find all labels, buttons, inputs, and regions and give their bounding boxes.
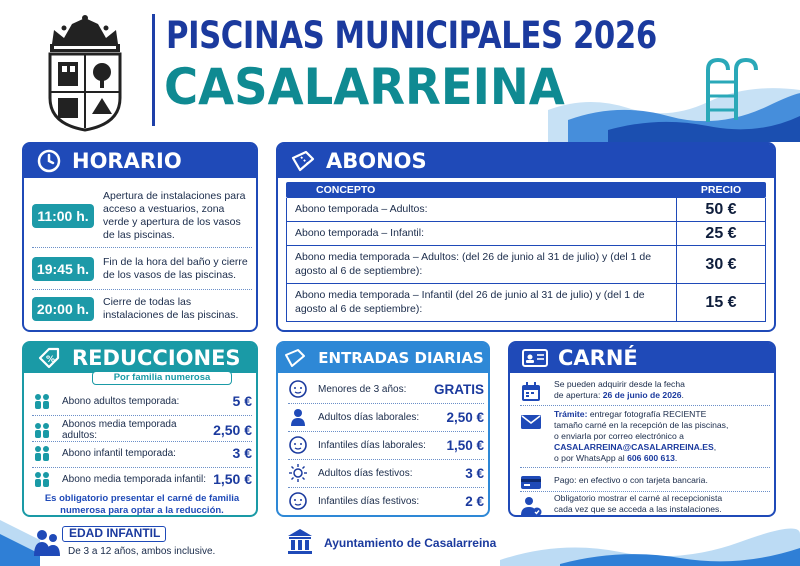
horario-text: Cierre de todas las instalaciones de las piscinas. [103, 296, 239, 321]
person-icon [288, 407, 308, 427]
list-item [288, 463, 484, 483]
carne-text [554, 493, 770, 515]
entrada-label: Infantiles días festivos: [318, 495, 420, 507]
horario-text: Fin de la hora del baño y cierre de los vasos de las piscinas. [103, 256, 248, 281]
divider [32, 247, 252, 248]
horario-text: Apertura de instalaciones para acceso a vestuarios, zona verde y apertura de los vasos de las piscinas. [103, 190, 246, 241]
list-item [288, 379, 484, 399]
col-precio: PRECIO [700, 184, 742, 196]
carne-text [554, 409, 770, 464]
table-row [286, 246, 766, 284]
horario-title: HORARIO [72, 149, 182, 173]
precio-cell: 50 € [705, 200, 737, 218]
reduccion-label: Abonos media temporada adultos: [62, 419, 177, 441]
divider [288, 431, 484, 432]
reduccion-note: Es obligatorio presentar el carné de familia numerosa para optar a la reducción. [44, 493, 240, 516]
page-subtitle: CASALARREINA [164, 58, 565, 116]
family-icon [32, 471, 52, 487]
ticket-icon [282, 345, 308, 371]
reduccion-price: 1,50 € [213, 471, 252, 487]
list-item [32, 393, 252, 409]
abonos-header [278, 144, 774, 178]
horario-row [32, 190, 252, 242]
list-item [288, 491, 484, 511]
horario-row [32, 256, 252, 282]
divider [32, 415, 252, 416]
entrada-label: Adultos días laborales: [318, 411, 420, 423]
horario-row [32, 296, 252, 322]
time-badge: 11:00 h. [32, 204, 94, 228]
table-row [286, 222, 766, 246]
concepto-cell: Abono media temporada – Infantil (del 26 de junio al 31 de julio) y (del 1 de agosto al 6 de septiembre): [287, 284, 677, 321]
carne-text: Pago: en efectivo o con tarjeta bancaria. [554, 475, 708, 485]
family-icon [32, 393, 52, 409]
carne-card [508, 341, 776, 517]
wave-decoration [500, 520, 800, 566]
reduccion-label: Abono infantil temporada: [62, 447, 176, 459]
carne-text-part: Se pueden adquirir desde la fecha [554, 379, 685, 389]
sun-icon [288, 463, 308, 483]
reduccion-price: 3 € [232, 445, 252, 461]
list-item [32, 471, 252, 487]
reduccion-price: 2,50 € [213, 422, 252, 438]
list-item [32, 445, 252, 461]
email-link[interactable]: CASALARREINA@CASALARREINA.ES [554, 442, 714, 452]
precio-cell: 25 € [705, 224, 737, 242]
user-check-icon [520, 495, 542, 517]
concepto-cell: Abono temporada – Adultos: [287, 198, 677, 221]
carne-title: CARNÉ [558, 346, 638, 370]
carne-text [554, 379, 770, 401]
town-hall-icon [286, 527, 314, 555]
entradas-card [276, 341, 490, 517]
concepto-cell: Abono media temporada – Adultos: (del 26 de junio al 31 de julio) y (del 1 de agosto al 6 de septiembre): [287, 246, 677, 283]
carne-row [520, 493, 770, 517]
family-icon [32, 445, 52, 461]
horario-header [24, 144, 256, 178]
ticket-icon [290, 148, 316, 174]
entrada-label: Menores de 3 años: [318, 383, 407, 395]
carne-text-part: o por WhatsApp al [554, 453, 628, 463]
page-title: PISCINAS MUNICIPALES 2026 [166, 14, 657, 57]
carne-text-part: Obligatorio mostrar el carné al recepcionista [554, 493, 723, 503]
reducciones-header [24, 343, 256, 373]
calendar-icon [520, 381, 542, 403]
child-icon [288, 491, 308, 511]
whatsapp-number[interactable]: 606 600 613 [627, 453, 675, 463]
divider [288, 459, 484, 460]
familia-numerosa-badge: Por familia numerosa [92, 371, 232, 385]
divider [520, 491, 770, 492]
header-divider [152, 14, 155, 126]
entrada-label: Adultos días festivos: [318, 467, 413, 479]
col-concepto: CONCEPTO [316, 184, 376, 196]
entrada-price: 2 € [465, 493, 484, 509]
reduccion-label: Abono media temporada infantil: [62, 473, 206, 485]
children-icon [32, 528, 62, 556]
discount-tag-icon [36, 345, 62, 371]
ayuntamiento-label: Ayuntamiento de Casalarreina [324, 536, 497, 550]
list-item [288, 435, 484, 455]
entradas-header [278, 343, 488, 373]
table-row [286, 284, 766, 322]
divider [32, 289, 252, 290]
carne-text-part: . [674, 453, 678, 463]
carne-row [520, 379, 770, 403]
carne-text-part: de apertura: [554, 390, 603, 400]
reduccion-price: 5 € [232, 393, 252, 409]
table-row [286, 198, 766, 222]
horario-card [22, 142, 258, 332]
reducciones-card [22, 341, 258, 517]
baby-icon [288, 379, 308, 399]
carne-text-part: o enviarla por correo electrónico a [554, 431, 684, 441]
table-header [286, 182, 766, 198]
entrada-price: 3 € [465, 465, 484, 481]
clock-icon [36, 148, 62, 174]
edad-infantil-text: De 3 a 12 años, ambos inclusive. [62, 544, 242, 560]
credit-card-icon [520, 471, 542, 493]
carne-text-part: tamaño carné en la recepción de las piscinas, [554, 420, 729, 430]
family-icon [32, 422, 52, 438]
entrada-price: 2,50 € [446, 409, 484, 425]
entrada-price: 1,50 € [446, 437, 484, 453]
divider [520, 405, 770, 406]
pool-ladder-waves-illustration [548, 50, 800, 142]
divider [520, 467, 770, 468]
reducciones-title: REDUCCIONES [72, 346, 241, 370]
carne-text-part: . [681, 390, 684, 400]
envelope-icon [520, 411, 542, 433]
svg-text:%: % [46, 355, 56, 365]
carne-header [510, 343, 774, 373]
time-badge: 19:45 h. [32, 257, 94, 281]
carne-text-part: entregar fotografía RECIENTE [587, 409, 707, 419]
carne-text-part: , [713, 442, 717, 452]
concepto-cell: Abono temporada – Infantil: [287, 222, 677, 245]
entradas-title: ENTRADAS DIARIAS [318, 349, 484, 367]
child-icon [288, 435, 308, 455]
divider [288, 487, 484, 488]
entrada-label: Infantiles días laborales: [318, 439, 426, 451]
id-card-icon [522, 345, 548, 371]
abonos-card [276, 142, 776, 332]
coat-of-arms-logo [40, 14, 130, 132]
abonos-title: ABONOS [326, 149, 427, 173]
carne-row [520, 469, 770, 493]
precio-cell: 15 € [705, 293, 737, 311]
carne-row [520, 409, 770, 464]
entrada-price: GRATIS [434, 381, 484, 397]
divider [32, 441, 252, 442]
abonos-table [286, 182, 766, 322]
carne-text-part: cada vez que se acceda a las instalaciones. [554, 504, 722, 514]
divider [288, 403, 484, 404]
list-item [32, 419, 252, 441]
reduccion-label: Abono adultos temporada: [62, 395, 180, 407]
edad-infantil-title: EDAD INFANTIL [62, 526, 166, 542]
tramite-label: Trámite: [554, 409, 588, 419]
precio-cell: 30 € [705, 255, 737, 273]
time-badge: 20:00 h. [32, 297, 94, 321]
opening-date: 26 de junio de 2026 [602, 390, 682, 400]
list-item [288, 407, 484, 427]
divider [32, 467, 252, 468]
